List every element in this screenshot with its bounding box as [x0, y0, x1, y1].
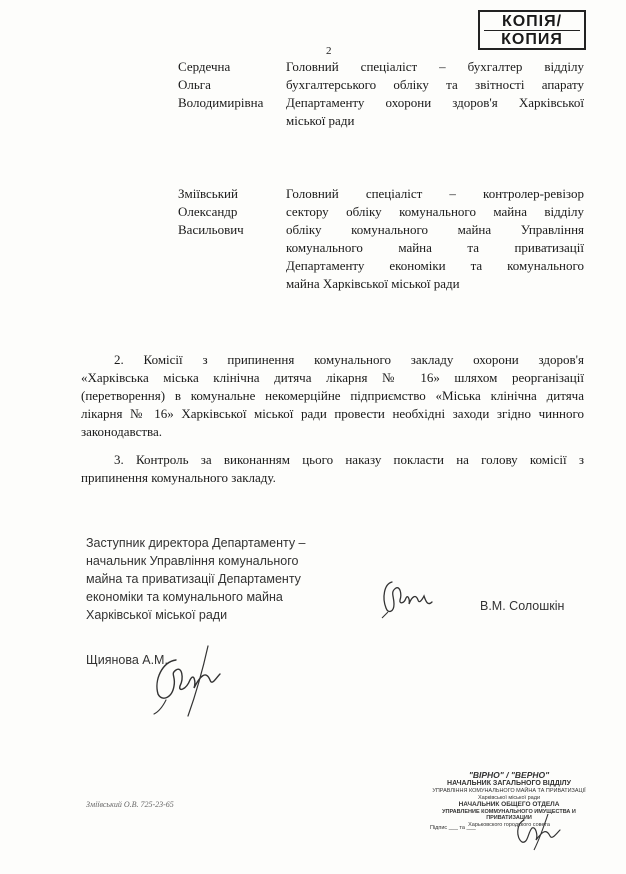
signatory-title-line: економіки та комунального майна [86, 590, 283, 604]
verno-stamp-line: НАЧАЛЬНИК ЗАГАЛЬНОГО ВІДДІЛУ [447, 780, 571, 787]
position-line: Департаменту економіки та комунального [286, 258, 584, 273]
member-2-position [286, 185, 584, 293]
signatory-title-line: Заступник директора Департаменту – [86, 536, 306, 550]
verno-stamp-line: НАЧАЛЬНИК ОБЩЕГО ОТДЕЛА [458, 801, 560, 808]
member-name-line: Васильович [178, 222, 244, 237]
position-line: Головний спеціаліст – контролер-ревізор [286, 186, 584, 201]
paragraph-line: лікарня № 16» Харківської міської ради провести необхідні заходи згідно чинного [81, 406, 584, 421]
member-1-name [178, 58, 278, 112]
signatory-name: В.М. Солошкін [480, 599, 565, 613]
paragraph-line: (перетворення) в комунальне некомерційне підприємство «Міська клінічна дитяча [81, 388, 584, 403]
signatory-title-line: начальник Управління комунального [86, 554, 299, 568]
signatory-title [86, 534, 336, 624]
page-number: 2 [326, 45, 332, 57]
verno-stamp-line: УПРАВЛЕНИЕ КОММУНАЛЬНОГО ИМУЩЕСТВА И ПРИВАТИЗАЦИИ [442, 808, 576, 821]
paragraph-line: законодавства. [81, 424, 163, 439]
copy-stamp [478, 10, 586, 50]
member-name-line: Олександр [178, 204, 238, 219]
position-line: майна Харківської міської ради [286, 276, 460, 291]
position-line: обліку комунального майна Управління [286, 222, 584, 237]
verno-stamp-line: Харьковского городского совета [468, 821, 550, 828]
verno-stamp-line: Харківської міської ради [477, 794, 541, 801]
position-line: бухгалтерського обліку та звітності апарату [286, 77, 584, 92]
paragraph-line: припинення комунального закладу. [81, 470, 276, 485]
executor-name: Щиянова А.М. [86, 653, 168, 667]
position-line: Департаменту охорони здоров'я Харківської [286, 95, 584, 110]
member-name-line: Ольга [178, 77, 211, 92]
copy-stamp-line-1: КОПІЯ/ [501, 13, 563, 30]
verno-stamp-signature [510, 808, 570, 852]
position-line: комунального майна та приватизації [286, 240, 584, 255]
executor-signature [146, 640, 230, 720]
position-line: міської ради [286, 113, 355, 128]
member-name-line: Зміївський [178, 186, 238, 201]
position-line: сектору обліку комунального майна відділу [286, 204, 584, 219]
paragraph-line: 2. Комісії з припинення комунального закладу охорони здоров'я [114, 352, 584, 367]
member-name-line: Володимирівна [178, 95, 264, 110]
member-name-line: Сердечна [178, 59, 231, 74]
paragraph-line: 3. Контроль за виконанням цього наказу покласти на голову комісії з [114, 452, 584, 467]
member-2-name [178, 185, 278, 239]
paragraph-3 [81, 451, 584, 487]
member-1-position [286, 58, 584, 130]
signatory-title-line: майна та приватизації Департаменту [86, 572, 301, 586]
paragraph-line: «Харківська міська клінічна дитяча лікарня № 16» шляхом реорганізації [81, 370, 584, 385]
phone-note: Зміївський О.В. 725-23-65 [86, 800, 174, 809]
position-line: Головний спеціаліст – бухгалтер відділу [286, 59, 584, 74]
signatory-signature [378, 574, 438, 620]
verno-stamp-signature-line: Підпис ___ та ___ [430, 825, 476, 831]
verno-stamp-line: УПРАВЛІННЯ КОМУНАЛЬНОГО МАЙНА ТА ПРИВАТИЗАЦІЇ [432, 788, 586, 794]
verno-stamp-title: "ВІРНО" / "ВЕРНО" [468, 770, 550, 780]
signatory-title-line: Харківської міської ради [86, 608, 228, 622]
copy-stamp-line-2: КОПИЯ [484, 30, 580, 48]
paragraph-2 [81, 351, 584, 441]
